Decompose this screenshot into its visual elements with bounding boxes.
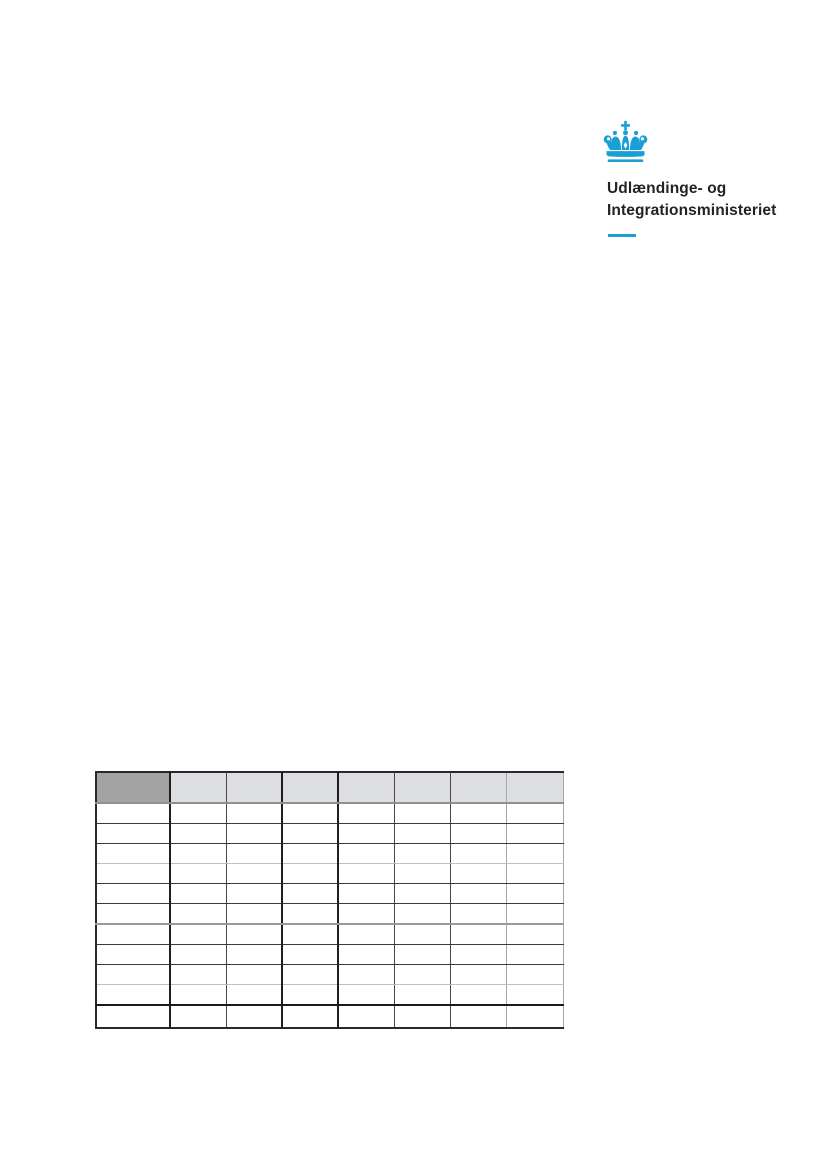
row-label-cell <box>96 985 170 1006</box>
table-cell <box>282 844 338 864</box>
table-cell <box>226 965 282 985</box>
table-cell <box>226 945 282 965</box>
table-cell <box>450 1005 506 1028</box>
table-row <box>96 1005 563 1028</box>
table-cell <box>338 985 394 1006</box>
row-label-cell <box>96 844 170 864</box>
row-label-cell <box>96 965 170 985</box>
table-cell <box>394 924 450 945</box>
ministry-name-line1: Udlændinge- og <box>607 180 727 197</box>
table-cell <box>506 824 563 844</box>
table-cell <box>450 985 506 1006</box>
row-label-cell <box>96 1005 170 1028</box>
table-cell <box>170 924 226 945</box>
row-label-cell <box>96 824 170 844</box>
table-cell <box>170 904 226 925</box>
table-cell <box>282 864 338 884</box>
table-cell <box>450 945 506 965</box>
table-cell <box>394 985 450 1006</box>
table-cell <box>450 924 506 945</box>
row-label-cell <box>96 803 170 824</box>
table-cell <box>282 884 338 904</box>
table-row <box>96 864 563 884</box>
table-cell <box>226 985 282 1006</box>
table-cell <box>226 924 282 945</box>
table-cell <box>506 884 563 904</box>
table-cell <box>170 803 226 824</box>
table-cell <box>450 884 506 904</box>
table-cell <box>170 884 226 904</box>
header-cell <box>506 772 563 803</box>
table-cell <box>226 844 282 864</box>
table-row <box>96 803 563 824</box>
table-cell <box>170 844 226 864</box>
table-row <box>96 824 563 844</box>
table-cell <box>338 844 394 864</box>
danish-crown-icon <box>602 120 649 171</box>
table-cell <box>450 965 506 985</box>
table-row <box>96 945 563 965</box>
table-row <box>96 904 563 925</box>
table-cell <box>338 965 394 985</box>
table-cell <box>338 924 394 945</box>
table-cell <box>170 824 226 844</box>
table-cell <box>394 1005 450 1028</box>
table-cell <box>506 945 563 965</box>
table-row <box>96 924 563 945</box>
table-cell <box>506 844 563 864</box>
table-cell <box>506 965 563 985</box>
table-cell <box>506 924 563 945</box>
table-cell <box>338 864 394 884</box>
table-cell <box>282 803 338 824</box>
data-table <box>95 771 564 1029</box>
table-header-row <box>96 772 563 803</box>
table-cell <box>282 824 338 844</box>
table-cell <box>170 965 226 985</box>
row-label-cell <box>96 924 170 945</box>
table-cell <box>338 824 394 844</box>
table-cell <box>394 965 450 985</box>
table-cell <box>170 1005 226 1028</box>
ministry-logo <box>602 120 802 237</box>
header-cell <box>394 772 450 803</box>
table-cell <box>394 945 450 965</box>
table-cell <box>338 1005 394 1028</box>
table-cell <box>394 803 450 824</box>
table-cell <box>394 904 450 925</box>
table-cell <box>450 844 506 864</box>
table-cell <box>506 985 563 1006</box>
table-cell <box>282 904 338 925</box>
header-cell <box>450 772 506 803</box>
corner-header-cell <box>96 772 170 803</box>
table-body <box>96 772 563 1028</box>
table-cell <box>394 844 450 864</box>
table-cell <box>282 965 338 985</box>
table-cell <box>170 864 226 884</box>
table-cell <box>338 945 394 965</box>
table-row <box>96 844 563 864</box>
table-cell <box>282 985 338 1006</box>
ministry-name <box>607 178 802 222</box>
ministry-name-line2: Integrationsministeriet <box>607 202 777 219</box>
table-cell <box>506 864 563 884</box>
table-cell <box>226 884 282 904</box>
table-row <box>96 985 563 1006</box>
table-cell <box>282 945 338 965</box>
table-cell <box>170 945 226 965</box>
table-container <box>95 771 564 1029</box>
table-cell <box>394 884 450 904</box>
header-cell <box>282 772 338 803</box>
row-label-cell <box>96 864 170 884</box>
table-cell <box>506 803 563 824</box>
table-cell <box>170 985 226 1006</box>
table-cell <box>394 864 450 884</box>
table-cell <box>338 884 394 904</box>
table-cell <box>338 803 394 824</box>
row-label-cell <box>96 904 170 925</box>
table-cell <box>226 1005 282 1028</box>
table-cell <box>338 904 394 925</box>
table-row <box>96 965 563 985</box>
table-cell <box>226 904 282 925</box>
table-cell <box>282 924 338 945</box>
header-cell <box>338 772 394 803</box>
header-cell <box>170 772 226 803</box>
table-cell <box>394 824 450 844</box>
table-cell <box>226 824 282 844</box>
row-label-cell <box>96 945 170 965</box>
table-cell <box>506 904 563 925</box>
table-cell <box>226 864 282 884</box>
row-label-cell <box>96 884 170 904</box>
table-cell <box>450 803 506 824</box>
table-cell <box>450 824 506 844</box>
brand-rule <box>608 234 636 237</box>
table-cell <box>506 1005 563 1028</box>
table-cell <box>282 1005 338 1028</box>
table-cell <box>226 803 282 824</box>
header-cell <box>226 772 282 803</box>
table-cell <box>450 904 506 925</box>
table-cell <box>450 864 506 884</box>
table-row <box>96 884 563 904</box>
